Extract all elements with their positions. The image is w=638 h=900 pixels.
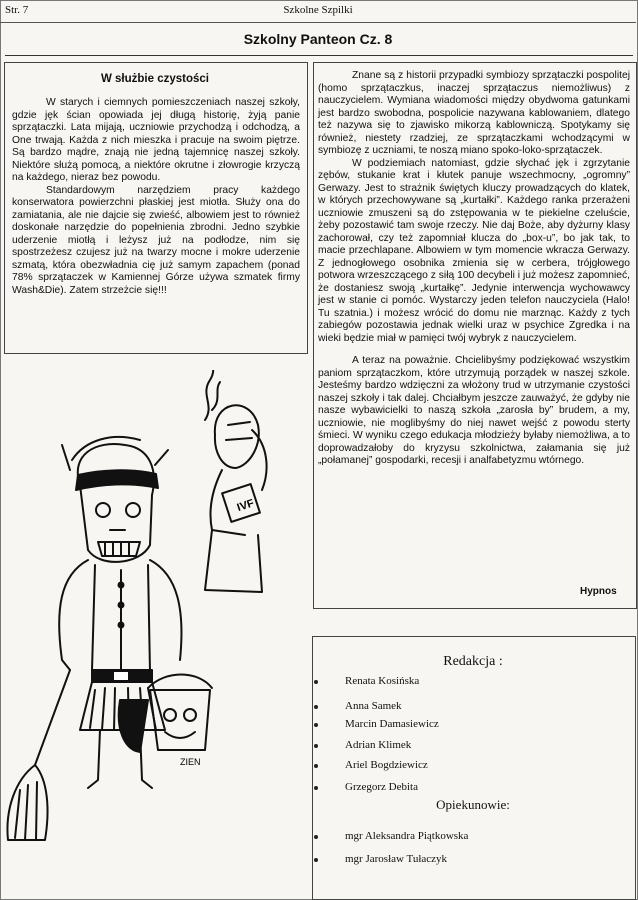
editor-name: Grzegorz Debita (345, 781, 418, 793)
editor-name: Marcin Damasiewicz (345, 718, 439, 730)
bucket-label: IVF (235, 497, 256, 515)
page-header (0, 0, 636, 23)
editor-name: Adrian Klimek (345, 739, 412, 751)
editor-name: Anna Samek (345, 700, 402, 712)
guardian-name: mgr Aleksandra Piątkowska (345, 830, 469, 842)
cleaner-cartoon-illustration (0, 370, 312, 900)
bullet-icon (314, 705, 318, 709)
page-number: Str. 7 (5, 4, 29, 16)
right-paragraph-1: Znane są z historii przypadki symbiozy sprzątaczki pospolitej (homo sprzątaczkus, inaczej sprzątaczus niemożliwus) z nauczycielem. Wymiana wiadomości między obydwoma gatunkami jest bardzo swobodna, pospolicie nazywana kablowaniem, dlatego też nazywa się to zjawisko mikorzą kablowniczą. Spotykamy się również, niestety rzadziej, ze sprzątaczkami wchodzącymi w symbiozę z uczniami, te noszą miano spoko-loko-sprzątaczek. (318, 70, 630, 156)
bullet-icon (314, 723, 318, 727)
guardians-title: Opiekunowie: (436, 797, 510, 812)
title-divider (5, 55, 633, 56)
guardian-name: mgr Jarosław Tułaczyk (345, 853, 448, 865)
bullet-icon (314, 786, 318, 790)
left-paragraph-1: W starych i ciemnych pomieszczeniach naszej szkoły, gdzie jęk ścian opowiada jej długą historię, żyją panie sprzątaczki. Lata mijają, uczniowie przychodzą i odchodzą, a One trwają. Każda z nich mieszka i pracuje na swoim piętrze. Są bardzo mądre, znają nie jedną tajemnicę naszej szkoły. Niektóre służą pomocą, a niektóre okrutne i złowrogie krzyczą na każdego, nieraz bez powodu. (12, 97, 300, 183)
bullet-icon (314, 744, 318, 748)
bullet-icon (314, 835, 318, 839)
right-paragraph-3: A teraz na poważnie. Chcielibyśmy podziękować wszystkim paniom sprzątaczkom, które utrzymują porządek w naszej szkole. Jesteśmy bardzo wdzięczni za włożony trud w utrzymanie czystości naszej szkoły i tak dalej. Chciałbym jeszcze zauważyć, że gdyby nie nasze wybawicielki to naszą szkoła „zarosła by” brudem, a my, uczniowie, nie moglibyśmy do niej nawet wejść z powodu sterty śmieci. W wyniku czego edukacja młodzieży byłaby niemożliwa, a to doprowadzałoby do kryzysu szkolnictwa, załamania się już „połamanej” gospodarki, recesji i analfabetyzmu wtórnego. (318, 355, 630, 466)
masthead: Szkolne Szpilki (283, 4, 353, 16)
bullet-icon (314, 858, 318, 862)
article-signature: Hypnos (580, 586, 617, 597)
left-paragraph-2: Standardowym narzędziem pracy każdego konserwatora powierzchni płaskiej jest miotła. Służy ona do zamiatania, ale nie dajcie się zwieść, albowiem jest to również doskonałe narzędzie do popełnienia zbrodni. Jedno szybkie uderzenie miotłą i leżysz już na podłodze, nim się spostrzeżesz czujesz już na twarzy mocne i mokre uderzenie szmatą, która obezwładnia cię już samym zapachem (ponad 78% sprzątaczek w Kamiennej Górze używa szmatek firmy Wash&Die). Zatem strzeżcie się!!! (12, 184, 300, 296)
right-article-body (318, 70, 630, 468)
artist-signature: ZIEN (180, 757, 201, 767)
page-title: Szkolny Panteon Cz. 8 (243, 31, 393, 47)
editor-name: Ariel Bogdziewicz (345, 759, 428, 771)
left-article-heading: W służbie czystości (100, 73, 209, 85)
bullet-icon (314, 764, 318, 768)
bullet-icon (314, 680, 318, 684)
editorial-title: Redakcja : (443, 654, 503, 669)
editor-name: Renata Kosińska (345, 675, 420, 687)
right-paragraph-2: W podziemiach natomiast, gdzie słychać jęk i zgrzytanie zębów, stukanie krat i kłutek panuje wszechmocny, „ogromny” Gerwazy. Jest to strażnik świętych kluczy prowadzących do klatek, w których przechowywane są „kurtałki”. Każdego ranka przerażeni uczniowie zmuszeni są do zstępowania w te piekielne czeluście, żeby pozostawić tam swoje rzeczy. Nie daj Boże, aby dyżurny klasy zachorował, czy też zapomniał klucza do „box-u”, bo jak tak, to macie przechlapane. Albowiem w tym momencie wkracza Gerwazy. Z jednogłowego osobnika zmienia się w cerbera, trójgłowego potwora wrzeszczącego z siłą 100 decybeli i już możesz zapomnieć, że dostaniesz swoją „kurtałkę”. Jedynie interwencja wychowawcy jest w stanie ci pomóc. Wystarczy jeden telefon nauczyciela (Halo! Tu szatnia.) i możesz wrócić do domu nie marznąc. Każdy z tych zabiegów pozostawia jednak wielki uraz w psychice Zgredka i na wieki będzie miał w pamięci twój wybryk z nauczycielem. (318, 157, 630, 344)
left-article-body (12, 97, 300, 297)
